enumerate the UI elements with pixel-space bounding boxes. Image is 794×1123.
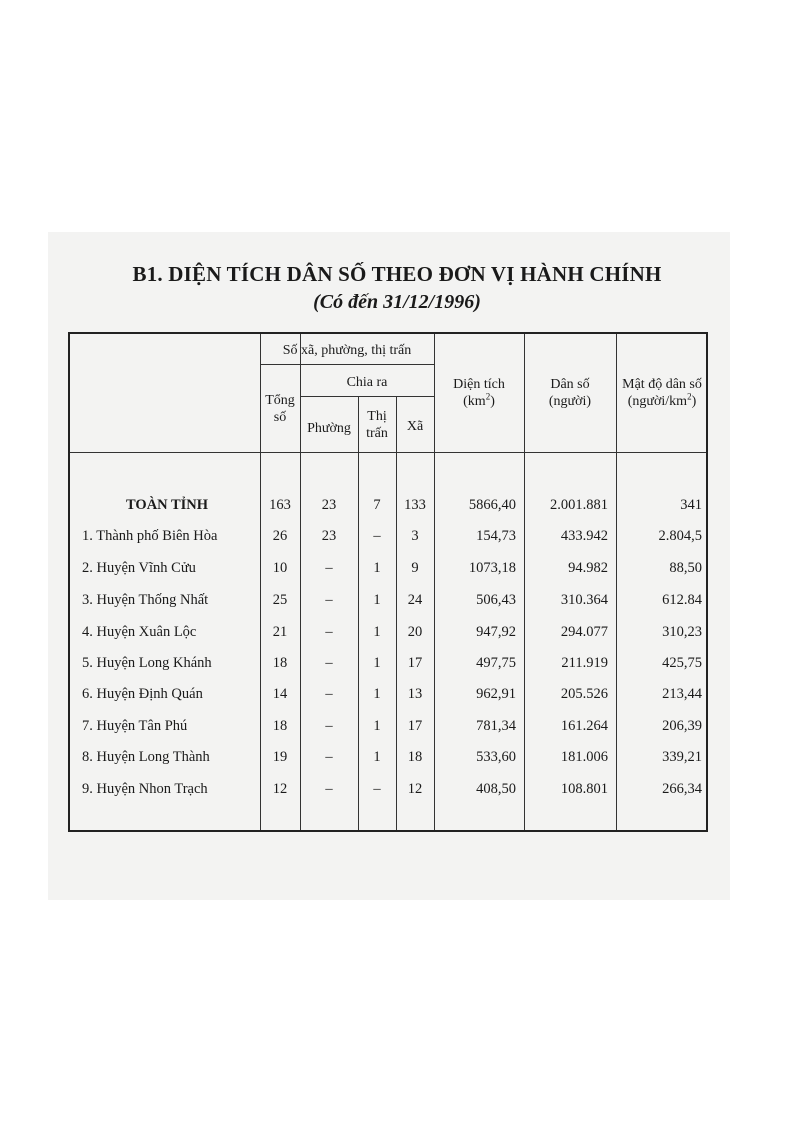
- header-rule: [300, 396, 434, 397]
- cell-phuong: 23: [321, 528, 337, 544]
- cell-thitran: 1: [373, 592, 381, 608]
- cell-tong: 19: [272, 749, 288, 765]
- cell-unit-name: TOÀN TỈNH: [126, 497, 209, 513]
- cell-dientich: 962,91: [476, 686, 516, 702]
- cell-unit-name: 7. Huyện Tân Phú: [82, 718, 188, 734]
- cell-danso: 294.077: [560, 624, 608, 640]
- header-chia-ra: Chia ra: [346, 375, 388, 390]
- cell-xa: 13: [407, 686, 423, 702]
- cell-phuong: –: [325, 592, 333, 608]
- cell-tong: 18: [272, 655, 288, 671]
- cell-tong: 163: [269, 497, 291, 513]
- header-bottom-rule: [70, 452, 706, 453]
- header-dien-tich: [434, 376, 524, 410]
- header-xa: Xã: [406, 419, 424, 434]
- cell-xa: 17: [407, 718, 423, 734]
- cell-thitran: 1: [373, 624, 381, 640]
- cell-danso: 310.364: [560, 592, 608, 608]
- cell-thitran: 1: [373, 686, 381, 702]
- cell-matdo: 206,39: [662, 718, 702, 734]
- cell-xa: 133: [404, 497, 426, 513]
- cell-matdo: 310,23: [662, 624, 702, 640]
- cell-dientich: 497,75: [476, 655, 516, 671]
- header-mat-do-label: Mật độ dân số: [622, 377, 702, 392]
- cell-unit-name: 2. Huyện Vĩnh Cửu: [82, 560, 196, 576]
- header-mat-do: [616, 376, 708, 410]
- cell-dientich: 781,34: [476, 718, 516, 734]
- cell-phuong: –: [325, 749, 333, 765]
- cell-unit-name: 9. Huyện Nhon Trạch: [82, 781, 208, 797]
- cell-matdo: 425,75: [662, 655, 702, 671]
- header-dan-so-unit: (người): [548, 394, 592, 409]
- cell-unit-name: 4. Huyện Xuân Lộc: [82, 624, 197, 640]
- cell-tong: 25: [272, 592, 288, 608]
- cell-xa: 3: [411, 528, 419, 544]
- cell-danso: 211.919: [561, 655, 608, 671]
- cell-danso: 181.006: [560, 749, 608, 765]
- cell-dientich: 408,50: [476, 781, 516, 797]
- cell-xa: 18: [407, 749, 423, 765]
- cell-xa: 12: [407, 781, 423, 797]
- cell-thitran: 1: [373, 749, 381, 765]
- cell-phuong: –: [325, 624, 333, 640]
- cell-matdo: 341: [680, 497, 702, 513]
- cell-phuong: –: [325, 655, 333, 671]
- header-mat-do-unit: $(người/km^2)$: [627, 391, 697, 409]
- cell-matdo: 213,44: [662, 686, 702, 702]
- cell-matdo: 339,21: [662, 749, 702, 765]
- cell-thitran: 7: [373, 497, 381, 513]
- cell-dientich: 506,43: [476, 592, 516, 608]
- cell-unit-name: 3. Huyện Thống Nhất: [82, 592, 209, 608]
- cell-unit-name: 8. Huyện Long Thành: [82, 749, 210, 765]
- cell-unit-name: 5. Huyện Long Khánh: [82, 655, 212, 671]
- cell-dientich: 1073,18: [468, 560, 516, 576]
- cell-xa: 24: [407, 592, 423, 608]
- population-table: [68, 332, 708, 832]
- cell-phuong: –: [325, 560, 333, 576]
- cell-thitran: 1: [373, 718, 381, 734]
- cell-matdo: 88,50: [669, 560, 702, 576]
- cell-danso: 205.526: [560, 686, 608, 702]
- cell-tong: 12: [272, 781, 288, 797]
- header-group: Số xã, phường, thị trấn: [282, 343, 412, 358]
- header-tong-so: Tổng số: [265, 393, 295, 425]
- header-rule: [260, 364, 434, 365]
- cell-dientich: 947,92: [476, 624, 516, 640]
- cell-matdo: 266,34: [662, 781, 702, 797]
- cell-tong: 14: [272, 686, 288, 702]
- cell-dientich: 5866,40: [468, 497, 516, 513]
- cell-danso: 161.264: [560, 718, 608, 734]
- cell-phuong: –: [325, 718, 333, 734]
- cell-tong: 26: [272, 528, 288, 544]
- header-dan-so: [524, 376, 616, 410]
- cell-thitran: 1: [373, 655, 381, 671]
- cell-dientich: 154,73: [476, 528, 516, 544]
- page-subtitle: (Có đến 31/12/1996): [313, 291, 481, 313]
- header-thi-tran: Thị trấn: [366, 409, 388, 441]
- cell-phuong: –: [325, 781, 333, 797]
- cell-unit-name: 6. Huyện Định Quán: [82, 686, 203, 702]
- cell-thitran: 1: [373, 560, 381, 576]
- header-dan-so-label: Dân số: [550, 377, 590, 392]
- cell-phuong: 23: [321, 497, 337, 513]
- cell-xa: 20: [407, 624, 423, 640]
- cell-danso: 433.942: [560, 528, 608, 544]
- header-phuong: Phường: [307, 421, 351, 436]
- cell-tong: 18: [272, 718, 288, 734]
- cell-thitran: –: [373, 781, 381, 797]
- cell-unit-name: 1. Thành phố Biên Hòa: [82, 528, 218, 544]
- cell-matdo: 612.84: [662, 592, 702, 608]
- cell-danso: 108.801: [560, 781, 608, 797]
- cell-danso: 2.001.881: [550, 497, 608, 513]
- cell-xa: 9: [411, 560, 419, 576]
- cell-matdo: 2.804,5: [658, 528, 702, 544]
- cell-danso: 94.982: [568, 560, 608, 576]
- cell-xa: 17: [407, 655, 423, 671]
- cell-dientich: 533,60: [476, 749, 516, 765]
- header-dien-tich-unit: $(km^2)$: [463, 391, 495, 409]
- page-title: B1. DIỆN TÍCH DÂN SỐ THEO ĐƠN VỊ HÀNH CHÍNH: [132, 262, 662, 286]
- cell-phuong: –: [325, 686, 333, 702]
- cell-tong: 21: [272, 624, 288, 640]
- header-dien-tich-label: Diện tích: [453, 377, 505, 392]
- cell-thitran: –: [373, 528, 381, 544]
- cell-tong: 10: [272, 560, 288, 576]
